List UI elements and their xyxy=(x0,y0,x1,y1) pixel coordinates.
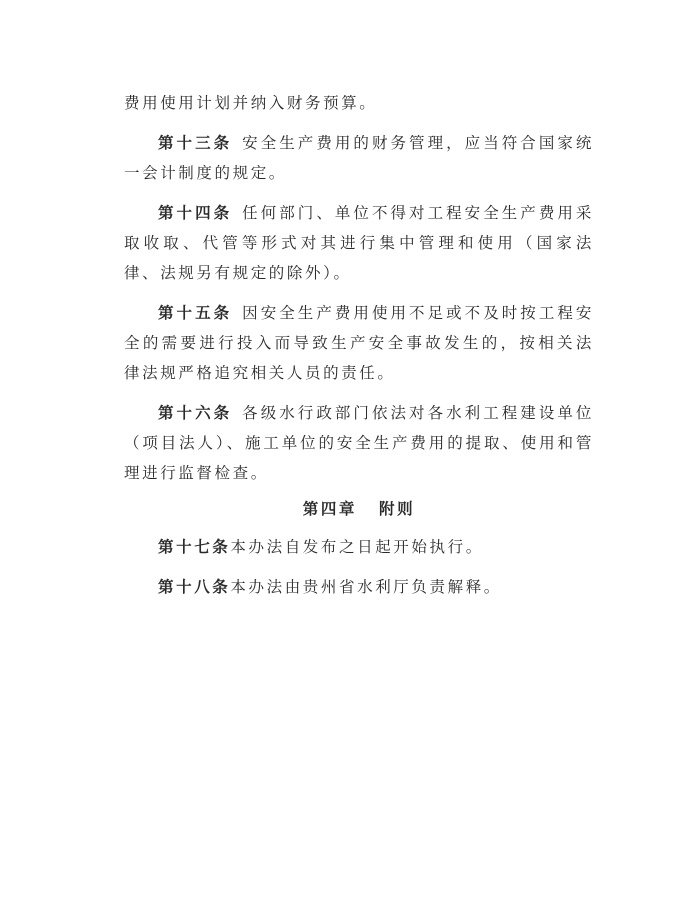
article-15 xyxy=(124,298,594,388)
article-text: 安全生产费用的财务管理，应当符合国家统一会计制度的规定。 xyxy=(124,134,594,182)
article-number: 第十五条 xyxy=(158,304,233,322)
article-text: 本办法由贵州省水利厅负责解释。 xyxy=(230,578,502,596)
chapter-title: 附则 xyxy=(379,500,416,518)
article-number: 第十七条 xyxy=(158,538,231,556)
paragraph-continuation xyxy=(124,88,594,118)
article-text: 本办法自发布之日起开始执行。 xyxy=(230,538,484,556)
paragraph-text: 费用使用计划并纳入财务预算。 xyxy=(124,94,378,112)
article-16 xyxy=(124,398,594,488)
article-17 xyxy=(124,532,594,562)
article-number: 第十八条 xyxy=(158,578,231,596)
article-text: 各级水行政部门依法对各水利工程建设单位（项目法人）、施工单位的安全生产费用的提取、使用和管理进行监督检查。 xyxy=(124,404,594,482)
document-body xyxy=(124,88,594,612)
article-text: 因安全生产费用使用不足或不及时按工程安全的需要进行投入而导致生产安全事故发生的，按相关法律法规严格追究相关人员的责任。 xyxy=(124,304,594,382)
article-number: 第十四条 xyxy=(158,204,233,222)
article-18 xyxy=(124,572,594,602)
article-13 xyxy=(124,128,594,188)
chapter-number: 第四章 xyxy=(302,500,358,518)
chapter-heading xyxy=(124,494,594,524)
article-number: 第十三条 xyxy=(158,134,233,152)
article-text: 任何部门、单位不得对工程安全生产费用采取收取、代管等形式对其进行集中管理和使用（国家法律、法规另有规定的除外）。 xyxy=(124,204,594,282)
article-14 xyxy=(124,198,594,288)
article-number: 第十六条 xyxy=(158,404,233,422)
